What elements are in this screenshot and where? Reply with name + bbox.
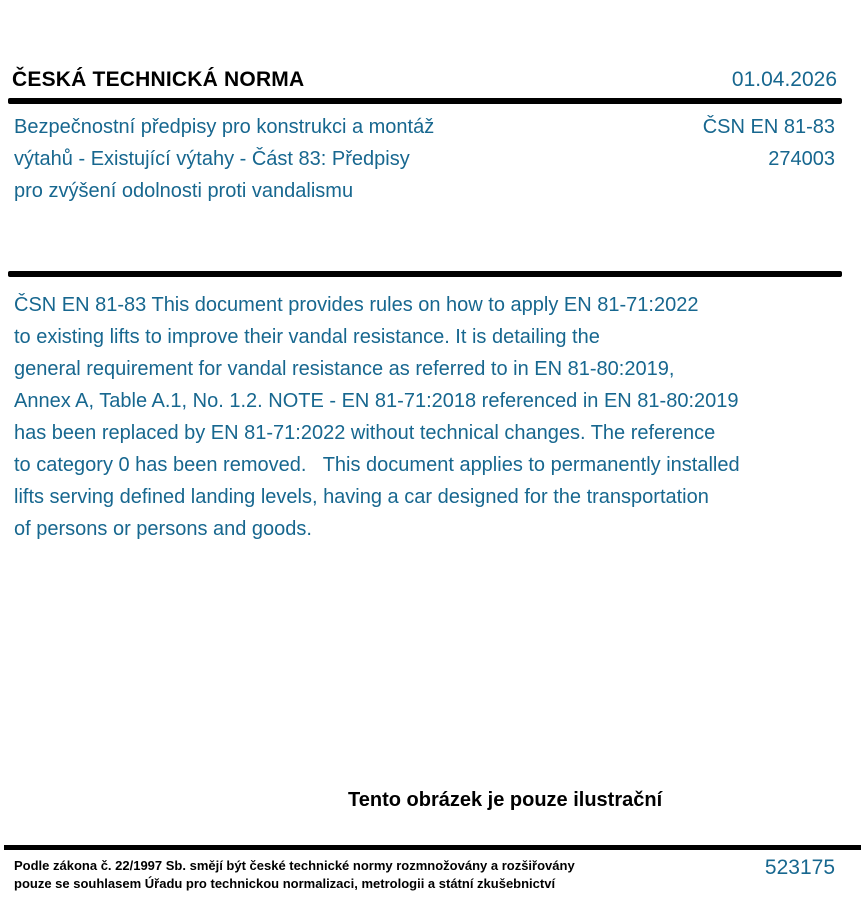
- norm-class-number: 274003: [768, 148, 835, 170]
- page-header: [12, 68, 837, 92]
- header-divider: [8, 98, 842, 104]
- abstract-line: Annex A, Table A.1, No. 1.2. NOTE - EN 81-71:2018 referenced in EN 81-80:2019: [14, 390, 739, 412]
- footer-divider: [4, 845, 861, 850]
- norm-title-line: výtahů - Existující výtahy - Část 83: Předpisy: [14, 148, 410, 170]
- abstract-line: to existing lifts to improve their vandal resistance. It is detailing the: [14, 326, 600, 348]
- abstract-line: to category 0 has been removed. This document applies to permanently installed: [14, 454, 740, 476]
- title-divider: [8, 271, 842, 277]
- norm-reference: [703, 111, 835, 207]
- illustration-note: Tento obrázek je pouze ilustrační: [348, 789, 663, 811]
- norm-title-row: [14, 111, 835, 207]
- footer-legal-text: [14, 857, 575, 893]
- abstract-line: of persons or persons and goods.: [14, 518, 312, 540]
- norm-abstract: [14, 289, 845, 545]
- footer-legal-line: Podle zákona č. 22/1997 Sb. smějí být české technické normy rozmnožovány a rozšiřovány: [14, 858, 575, 873]
- norm-designation: ČSN EN 81-83: [702, 116, 835, 138]
- abstract-line: has been replaced by EN 81-71:2022 without technical changes. The reference: [14, 422, 716, 444]
- publication-date: 01.04.2026: [731, 68, 837, 91]
- norm-title-line: pro zvýšení odolnosti proti vandalismu: [14, 180, 354, 202]
- norm-title-line: Bezpečnostní předpisy pro konstrukci a montáž: [14, 116, 435, 138]
- page-title: ČESKÁ TECHNICKÁ NORMA: [12, 68, 305, 91]
- norm-title: [14, 111, 434, 207]
- abstract-line: lifts serving defined landing levels, having a car designed for the transportation: [14, 486, 709, 508]
- footer-legal-line: pouze se souhlasem Úřadu pro technickou normalizaci, metrologii a státní zkušebnictví: [14, 876, 556, 891]
- abstract-line: ČSN EN 81-83 This document provides rules on how to apply EN 81-71:2022: [14, 294, 699, 316]
- order-number: 523175: [764, 856, 835, 879]
- abstract-line: general requirement for vandal resistance as referred to in EN 81-80:2019,: [14, 358, 675, 380]
